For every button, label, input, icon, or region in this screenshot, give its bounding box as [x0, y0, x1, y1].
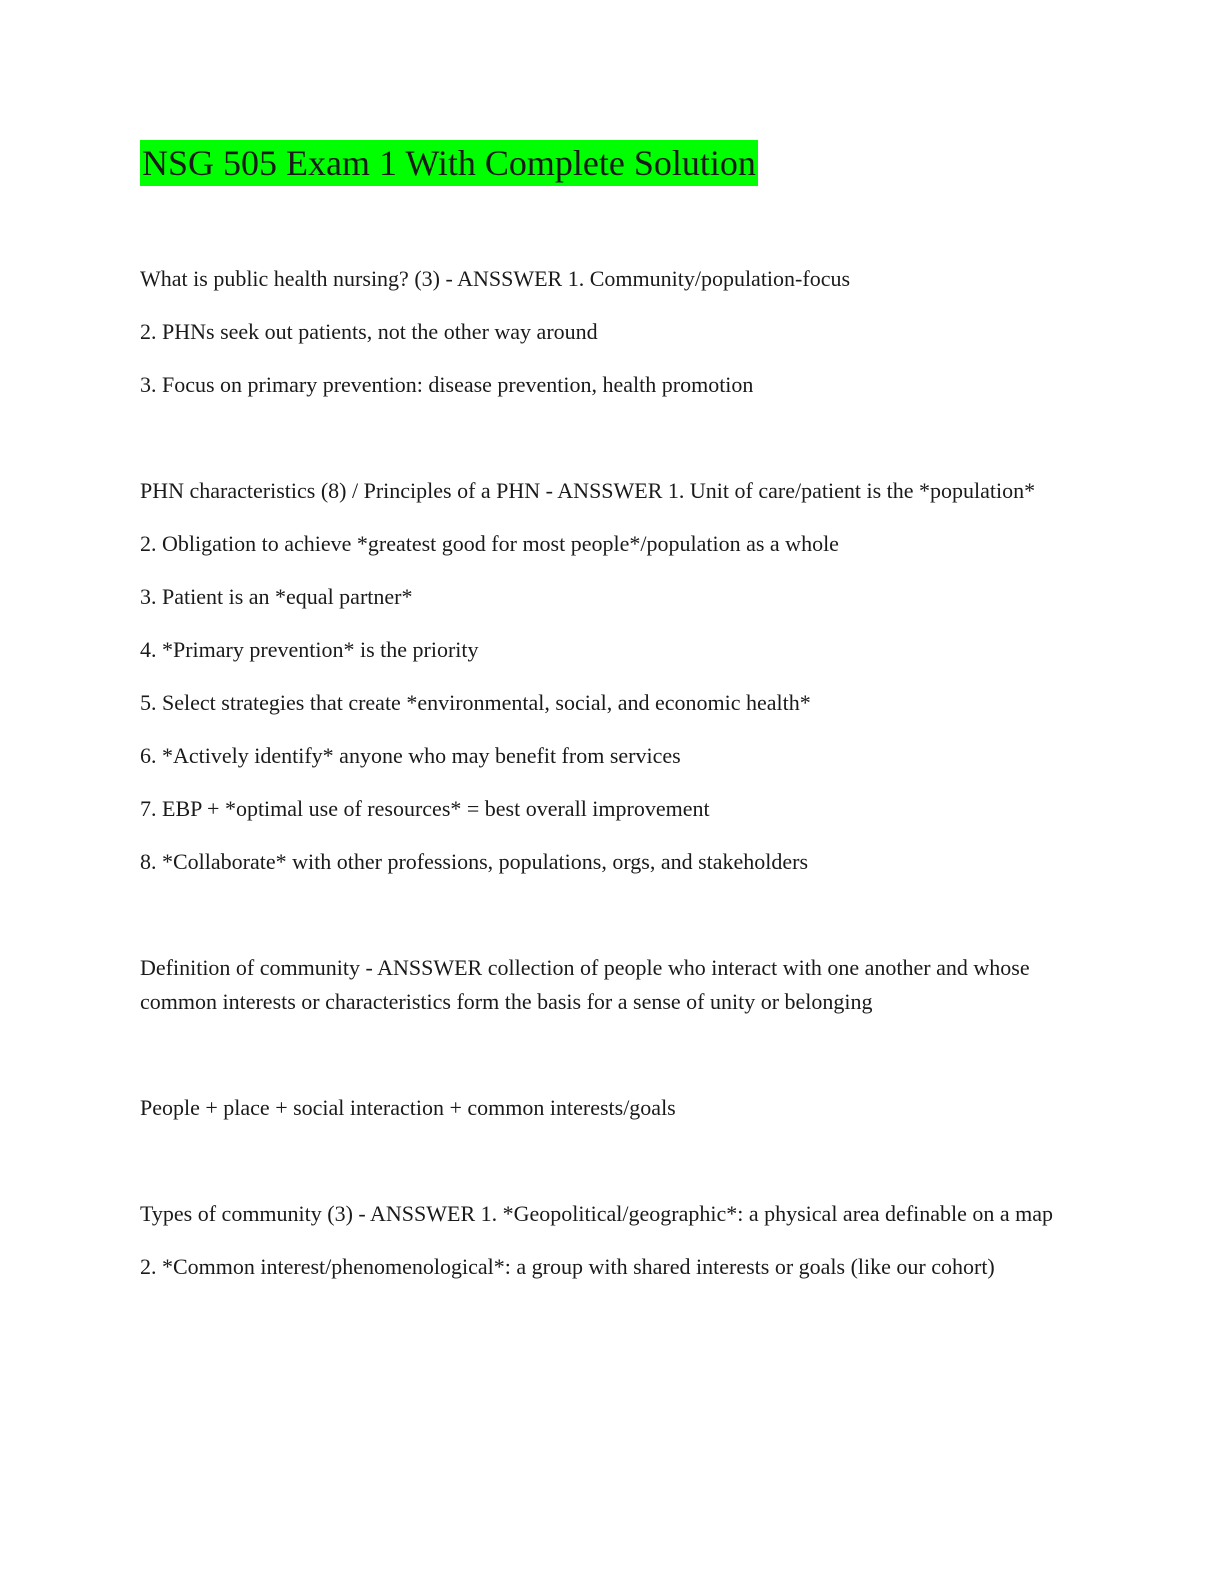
answer-item: 6. *Actively identify* anyone who may benefit from services: [140, 743, 681, 768]
section-definition-community: [140, 951, 1075, 1019]
section-spacer: [140, 1144, 1075, 1197]
question-paragraph: PHN characteristics (8) / Principles of a PHN - ANSSWER 1. Unit of care/patient is the *population*: [140, 478, 1036, 503]
section-phn-characteristics: [140, 474, 1075, 879]
answer-item: 8. *Collaborate* with other professions, populations, orgs, and stakeholders: [140, 849, 809, 874]
section-spacer: [140, 421, 1075, 474]
answer-item: 4. *Primary prevention* is the priority: [140, 637, 479, 662]
title-container: [140, 140, 758, 186]
document-body: [140, 262, 1075, 1303]
answer-item: 2. Obligation to achieve *greatest good for most people*/population as a whole: [140, 531, 839, 556]
formula-paragraph: People + place + social interaction + common interests/goals: [140, 1095, 676, 1120]
answer-item: 3. Patient is an *equal partner*: [140, 584, 413, 609]
answer-item: 7. EBP + *optimal use of resources* = best overall improvement: [140, 796, 710, 821]
section-types-community: [140, 1197, 1075, 1284]
section-public-health-nursing: [140, 262, 1075, 402]
answer-item: 2. PHNs seek out patients, not the other way around: [140, 319, 598, 344]
question-paragraph: Definition of community - ANSSWER collection of people who interact with one another and whose common interests or characteristics form the basis for a sense of unity or belonging: [140, 955, 1030, 1014]
section-community-formula: [140, 1091, 1075, 1125]
question-paragraph: Types of community (3) - ANSSWER 1. *Geopolitical/geographic*: a physical area definable on a map: [140, 1201, 1054, 1226]
answer-item: 5. Select strategies that create *environmental, social, and economic health*: [140, 690, 811, 715]
answer-item: 3. Focus on primary prevention: disease prevention, health promotion: [140, 372, 754, 397]
section-spacer: [140, 898, 1075, 951]
section-spacer: [140, 1038, 1075, 1091]
answer-item: 2. *Common interest/phenomenological*: a group with shared interests or goals (like our cohort): [140, 1254, 995, 1279]
document-title: NSG 505 Exam 1 With Complete Solution: [140, 140, 758, 186]
question-paragraph: What is public health nursing? (3) - ANSSWER 1. Community/population-focus: [140, 266, 851, 291]
